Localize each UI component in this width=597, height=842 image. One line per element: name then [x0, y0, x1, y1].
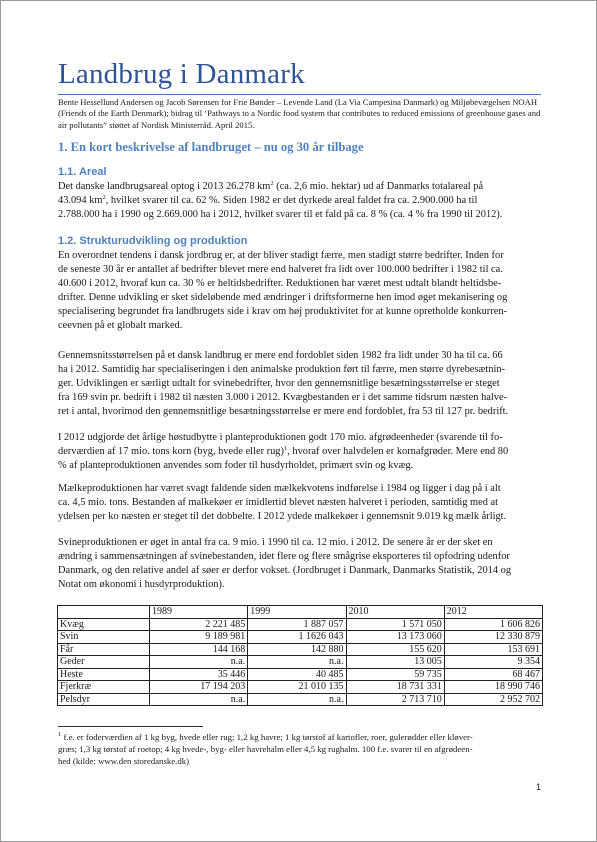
text-line — [58, 731, 544, 743]
table-cell: 9 189 981 — [150, 631, 248, 644]
row-label: Pelsdyr — [58, 693, 150, 706]
text-line: En overordnet tendens i dansk jordbrug er, at der bliver stadigt færre, men stadigt større bedrifter. Inden for — [58, 250, 504, 261]
livestock-table — [57, 605, 543, 706]
text-line — [58, 194, 546, 208]
text-line: Svineproduktionen er øget in antal fra ca. 9 mio. i 1990 til ca. 12 mio. i 2012. De senere år er der sket en — [58, 537, 493, 548]
text-line: Mælkeproduktionen har været svagt faldende siden mælkekvotens indførelse i 1984 og ligger i dag på i alt — [58, 483, 501, 494]
row-label: Geder — [58, 656, 150, 669]
text-line: ha i 2012. Samtidig har specialiseringen i den animalske produktion ført til færre, men større dyrebesætnin- — [58, 364, 505, 376]
title-underline — [58, 94, 541, 95]
superscript: 2 — [270, 180, 274, 187]
table-cell: 21 010 135 — [248, 681, 346, 694]
table-row — [58, 681, 543, 694]
text-line: 2.788.000 ha i 1990 og 2.669.000 ha i 2012, hvilket svarer til et fald på ca. 8 % (ca. 4 % fra 1990 til 2012). — [58, 209, 503, 221]
table-cell: 13 005 — [346, 656, 444, 669]
text-line: drifter. Denne udvikling er sket sideløbende med ændringer i driftsformerne hen imod øget mekanisering og — [58, 292, 508, 304]
paragraph-struktur-1 — [58, 249, 546, 334]
table-cell: 2 221 485 — [150, 618, 248, 631]
table-header-cell: 1989 — [150, 606, 248, 619]
text-line: ret i antal, hvorimod den gennemsnitlige besætningsstørrelse er mere end fordoblet, fra 53 til 127 pr. bedrift. — [58, 406, 509, 418]
table-cell: 153 691 — [444, 643, 542, 656]
footnote-marker: 1 — [58, 731, 62, 738]
table-cell: n.a. — [248, 656, 346, 669]
table-row — [58, 668, 543, 681]
text-line: Notat om økonomi i husdyrproduktion). — [58, 579, 225, 591]
text-line: fra 169 svin pr. bedrift i 1982 til næsten 3.000 i 2012. Kvægbestanden er i det samme tidsrum næsten halve- — [58, 392, 508, 404]
table-cell: 18 990 746 — [444, 681, 542, 694]
text-line: % af planteproduktionen anvendes som foder til husdyrholdet, primært svin og kvæg. — [58, 460, 414, 472]
text-line: I 2012 udgjorde det årlige høstudbytte i planteproduktionen godt 170 mio. afgrødeenheder (svarende til fo- — [58, 432, 503, 443]
table-cell: 1 606 826 — [444, 618, 542, 631]
table-cell: 1 571 050 — [346, 618, 444, 631]
text-run: (ca. 2,6 mio. hektar) ud af Danmarks totalareal på — [273, 181, 484, 192]
paragraph-svin — [58, 536, 546, 592]
author-byline: Bente Hessellund Andersen og Jacob Sørensen for Frie Bønder – Levende Land (La Via Campesina Danmark) og Miljøbevægelsen NOAH (Friends of the Earth Denmark); bidrag til ‘Pathways to a Nordic food system that contributes to reduced emissions of greenhouse gases and air pollutants” støttet af Nordisk Ministerråd. April 2015. — [58, 97, 541, 130]
page-title: Landbrug i Danmark — [58, 58, 305, 90]
row-label: Får — [58, 643, 150, 656]
text-run: f.e. er foderværdien af 1 kg byg, hvede eller rug; 1,2 kg havre; 1 kg tørstof af kartofler, roer, gulerødder eller kløver- — [61, 732, 473, 742]
text-line: specialisering begrundet fra landbrugets side i krav om høj produktivitet for at kunne opretholde konkurren- — [58, 306, 507, 318]
paragraph-maelk — [58, 482, 546, 524]
table-cell: 2 952 702 — [444, 693, 542, 706]
text-run: Det danske landbrugsareal optog i 2013 26.278 km — [58, 181, 271, 192]
text-run: derværdien af 17 mio. tons korn (byg, hvede eller rug) — [58, 446, 284, 458]
table-cell: 144 168 — [150, 643, 248, 656]
text-line: de seneste 30 år er antallet af bedrifter blevet mere end halveret fra lidt over 100.000 bedrifter i 1982 til ca. — [58, 264, 503, 276]
text-run: 43.094 km — [58, 195, 103, 207]
table-cell: 68 467 — [444, 668, 542, 681]
row-label: Heste — [58, 668, 150, 681]
table-cell: 12 330 879 — [444, 631, 542, 644]
text-line: Gennemsnitsstørrelsen på et dansk landbrug er mere end fordoblet siden 1982 fra lidt under 30 ha til ca. 66 — [58, 350, 503, 361]
table-header-cell: 2012 — [444, 606, 542, 619]
subsection-heading-struktur: 1.2. Strukturudvikling og produktion — [58, 235, 248, 247]
table-header-row — [58, 606, 543, 619]
text-run: , hvilket svarer til ca. 62 %. Siden 1982 er det dyrkede areal faldet fra ca. 2.900.000 ha til — [105, 195, 478, 207]
table-cell: 40 485 — [248, 668, 346, 681]
text-line: græs; 1,3 kg tørstof af roetop; 4 kg hvede-, byg- eller havrehalm eller 4,5 kg rughalm. 100 f.e. svarer til en afgrødeen- — [58, 744, 473, 755]
subsection-heading-areal: 1.1. Areal — [58, 166, 107, 178]
paragraph-areal — [58, 180, 546, 222]
table-cell: 142 880 — [248, 643, 346, 656]
table-cell: 59 735 — [346, 668, 444, 681]
row-label: Fjerkræ — [58, 681, 150, 694]
table-cell: 1 887 057 — [248, 618, 346, 631]
table-cell: 17 194 203 — [150, 681, 248, 694]
paragraph-struktur-2 — [58, 349, 546, 419]
text-line: ydelsen per ko næsten er steget til det dobbelte. I 2012 ydede malkekøer i gennemsnit 9.019 kg mælk årligt. — [58, 511, 507, 523]
row-label: Kvæg — [58, 618, 150, 631]
table-row — [58, 643, 543, 656]
footnote-divider — [58, 726, 203, 727]
table-cell: n.a. — [248, 693, 346, 706]
text-line: 40.600 i 2012, hvoraf kun ca. 30 % er heltidsbedrifter. Reduktionen har været mest udtalt blandt heltidsbe- — [58, 278, 502, 290]
text-run: , hvoraf over halvdelen er kornafgrøder. Mere end 80 — [287, 446, 509, 458]
table-cell: 1 1626 043 — [248, 631, 346, 644]
table-row — [58, 656, 543, 669]
table-header-cell — [58, 606, 150, 619]
table-cell: 35 446 — [150, 668, 248, 681]
text-line: Danmark, og den relative andel af søer er derfor vokset. (Jordbruget i Danmark, Danmarks Statistik, 2014 og — [58, 565, 512, 577]
table-cell: 155 620 — [346, 643, 444, 656]
row-label: Svin — [58, 631, 150, 644]
superscript: 2 — [102, 194, 106, 202]
table-cell: 9 354 — [444, 656, 542, 669]
footnote — [58, 731, 544, 768]
table-header-cell: 2010 — [346, 606, 444, 619]
table-cell: n.a. — [150, 693, 248, 706]
text-line: hed (kilde: www.den storedanske.dk) — [58, 756, 190, 767]
table-row — [58, 693, 543, 706]
table-cell: 13 173 060 — [346, 631, 444, 644]
table-cell: n.a. — [150, 656, 248, 669]
table-row — [58, 618, 543, 631]
text-line: ger. Udviklingen er særligt udtalt for svinebedrifter, hvor den gennemsnitlige besætningsstørrelse er steget — [58, 378, 500, 390]
text-line — [58, 180, 546, 194]
table-cell: 2 713 710 — [346, 693, 444, 706]
text-line: ændring i sammensætningen af svinebestanden, idet flere og flere smågrise eksporteres til opfodring udenfor — [58, 551, 510, 563]
page-number: 1 — [536, 782, 542, 792]
table-header-cell: 1999 — [248, 606, 346, 619]
text-line — [58, 445, 546, 459]
table-cell: 18 731 331 — [346, 681, 444, 694]
footnote-reference[interactable]: 1 — [283, 445, 288, 453]
section-heading: 1. En kort beskrivelse af landbruget – nu og 30 år tilbage — [58, 140, 364, 154]
text-line: ca. 4,5 mio. tons. Bestanden af malkekøer er imidlertid blevet næsten halveret i perioden, samtidig med at — [58, 497, 499, 509]
paragraph-plante — [58, 431, 546, 473]
table-row — [58, 631, 543, 644]
text-line: ceevnen på et globalt marked. — [58, 320, 183, 332]
